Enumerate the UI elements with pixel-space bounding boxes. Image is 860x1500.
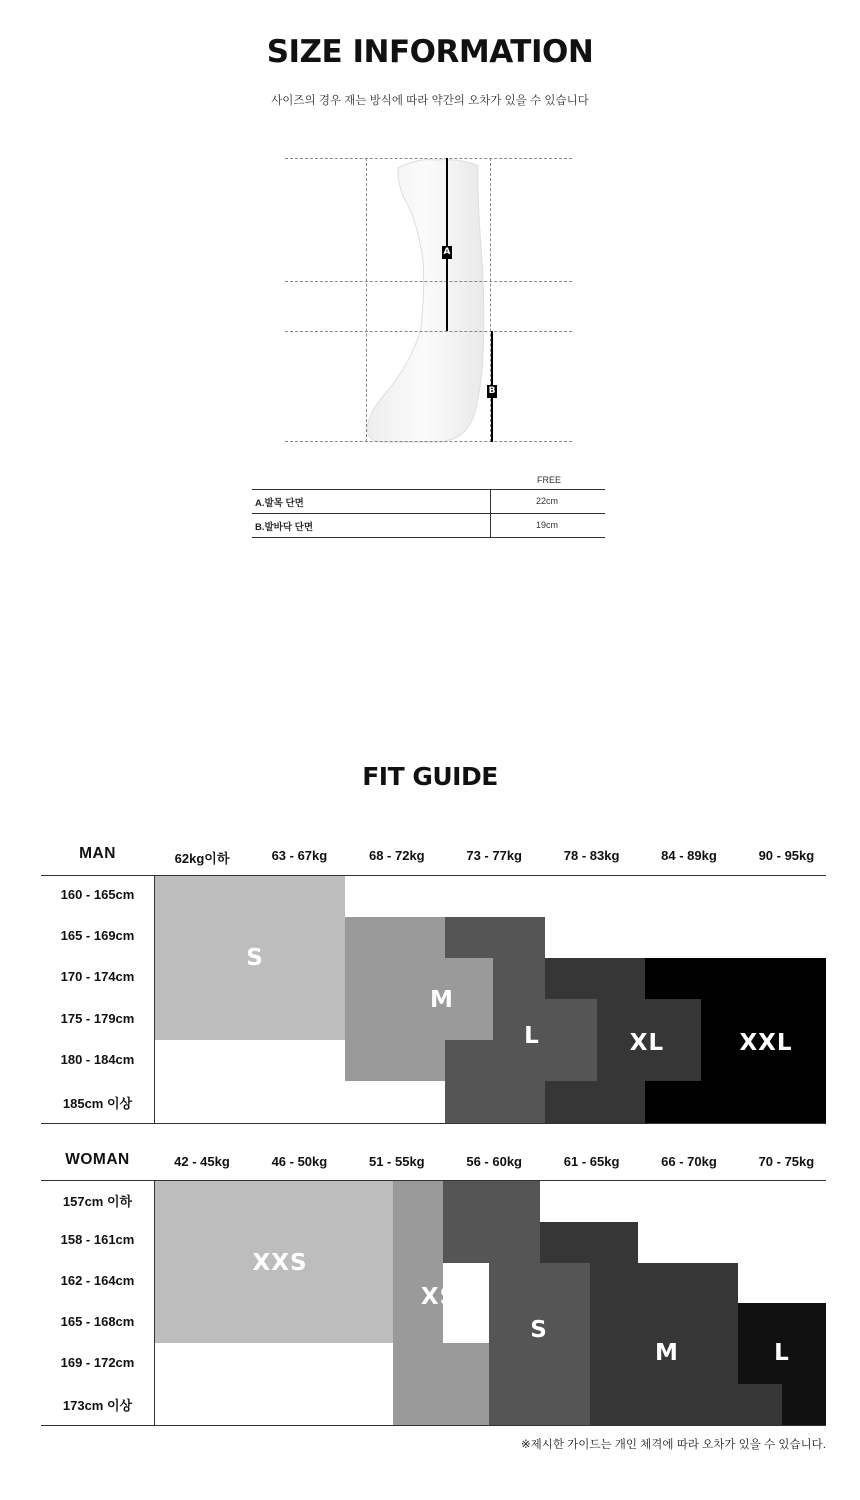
weight-column-label: 66 - 70kg	[661, 1154, 717, 1169]
fit-guide-footnote: ※제시한 가이드는 개인 체격에 따라 오차가 있을 수 있습니다.	[520, 1439, 826, 1451]
fit-zone-m	[345, 1040, 445, 1081]
guide-line-left	[366, 158, 367, 442]
column-divider	[490, 514, 491, 537]
size-row-label: A.발목 단면	[255, 498, 304, 509]
fit-zone-l	[493, 999, 597, 1040]
size-table-header	[252, 474, 605, 490]
weight-column-label: 46 - 50kg	[271, 1154, 328, 1169]
weight-column-label: 61 - 65kg	[563, 1154, 620, 1169]
sock-measurement-diagram	[285, 150, 575, 450]
height-row-label: 175 - 179cm	[60, 1010, 135, 1026]
size-table	[252, 474, 605, 538]
fit-zone-l	[782, 1384, 826, 1425]
fit-zone-label: L	[524, 1023, 540, 1049]
fit-zone-xxl	[645, 958, 826, 999]
size-row-label: B.발바닥 단면	[255, 522, 314, 533]
fit-zone-label: S	[246, 945, 264, 971]
fit-zone-xxl	[645, 1081, 826, 1123]
fit-zone-label: L	[774, 1340, 790, 1366]
fit-zone-l	[445, 917, 545, 958]
height-row-label: 162 - 164cm	[60, 1273, 135, 1288]
guide-line-heel	[285, 331, 572, 332]
height-row-label: 173cm 이상	[62, 1398, 133, 1414]
size-information-title: SIZE INFORMATION	[266, 34, 594, 70]
sock-illustration	[285, 150, 575, 450]
size-table-row	[252, 514, 605, 538]
fit-zone-s	[443, 1181, 540, 1263]
weight-column-label: 73 - 77kg	[466, 848, 523, 863]
height-row-label: 160 - 165cm	[60, 886, 135, 902]
fit-zone-xs	[393, 1343, 439, 1425]
fit-zone-label: XL	[629, 1030, 665, 1056]
size-table-row	[252, 490, 605, 514]
fit-zone-xs	[393, 1181, 443, 1343]
height-row-label: 180 - 184cm	[60, 1051, 135, 1067]
height-row-label: 169 - 172cm	[60, 1354, 135, 1370]
fit-zone-l	[493, 958, 545, 999]
height-row-label: 157cm 이하	[62, 1194, 133, 1210]
weight-column-label: 84 - 89kg	[661, 848, 717, 863]
fit-zone-m	[540, 1222, 638, 1263]
fit-zone-s	[489, 1263, 590, 1425]
size-row-value: 22cm	[536, 496, 559, 506]
weight-column-label: 90 - 95kg	[758, 848, 815, 863]
man-label: MAN	[79, 845, 116, 862]
weight-column-label: 56 - 60kg	[466, 1154, 523, 1169]
weight-column-label: 62kg이하	[174, 851, 230, 866]
marker-b: B	[488, 386, 496, 396]
measure-line-a	[446, 158, 448, 331]
fit-zone-m	[738, 1384, 782, 1425]
fit-guide-title: FIT GUIDE	[362, 762, 498, 791]
height-row-label: 170 - 174cm	[60, 969, 135, 985]
fit-zone-label: XS	[420, 1284, 458, 1310]
fit-zone-label: S	[530, 1317, 548, 1343]
size-row-value: 19cm	[536, 520, 559, 530]
woman-label: WOMAN	[65, 1151, 130, 1168]
woman-fit-chart	[41, 1146, 826, 1428]
column-divider	[490, 490, 491, 513]
man-fit-chart	[41, 840, 826, 1125]
guide-line-bottom	[285, 441, 572, 442]
height-row-label: 165 - 168cm	[60, 1313, 135, 1329]
weight-column-label: 63 - 67kg	[271, 848, 328, 863]
size-column-free: FREE	[537, 475, 562, 485]
fit-zone-m	[345, 958, 401, 1040]
fit-zone-label: XXS	[252, 1250, 308, 1276]
fit-zone-xs	[439, 1343, 489, 1425]
weight-column-label: 68 - 72kg	[368, 848, 425, 863]
weight-column-label: 42 - 45kg	[174, 1154, 230, 1169]
fit-zone-l	[445, 1081, 545, 1123]
height-row-label: 185cm 이상	[62, 1096, 133, 1112]
guide-line-ankle	[285, 281, 572, 282]
weight-column-label: 70 - 75kg	[758, 1154, 815, 1169]
fit-zone-m	[345, 917, 445, 958]
fit-zone-xl	[545, 1081, 645, 1123]
fit-zone-xl	[545, 958, 645, 999]
marker-a: A	[443, 247, 451, 257]
guide-line-top	[285, 158, 572, 159]
height-row-label: 158 - 161cm	[60, 1232, 135, 1248]
weight-column-label: 51 - 55kg	[368, 1154, 425, 1169]
fit-zone-label: M	[430, 987, 454, 1013]
fit-zone-l	[445, 1040, 597, 1081]
weight-column-label: 78 - 83kg	[563, 848, 620, 863]
height-row-label: 165 - 169cm	[60, 927, 135, 943]
fit-zone-label: XXL	[739, 1030, 793, 1056]
size-measure-note: 사이즈의 경우 재는 방식에 따라 약간의 오차가 있을 수 있습니다	[271, 95, 589, 107]
fit-zone-label: M	[655, 1340, 679, 1366]
